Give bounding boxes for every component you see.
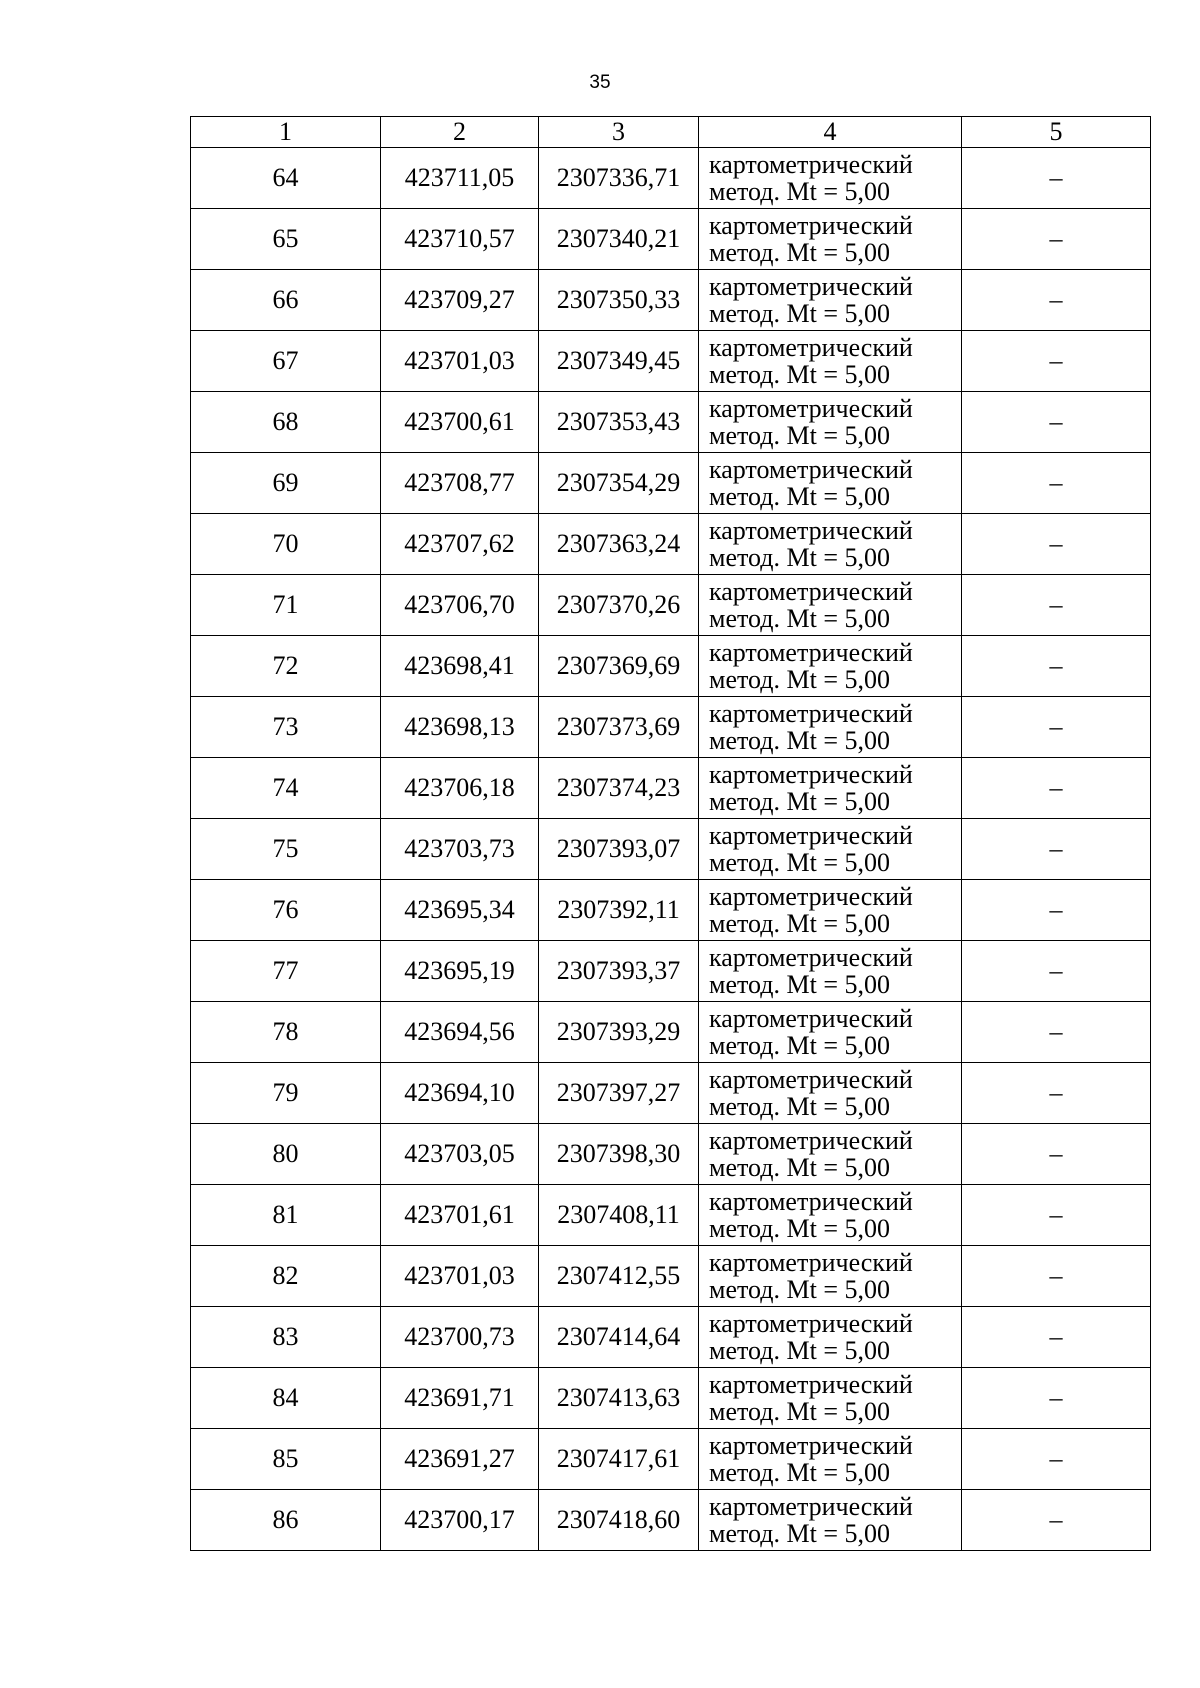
point-number-cell: 64: [191, 148, 381, 209]
point-number-cell: 81: [191, 1185, 381, 1246]
method-cell: [699, 392, 962, 453]
method-cell: [699, 1307, 962, 1368]
note-cell: –: [962, 1307, 1151, 1368]
table-row: [191, 819, 1151, 880]
method-line-1: картометрический: [709, 1431, 913, 1460]
note-cell: –: [962, 758, 1151, 819]
method-line-1: картометрический: [709, 943, 913, 972]
point-number-cell: 86: [191, 1490, 381, 1551]
method-line-2: метод. Mt = 5,00: [709, 970, 890, 999]
y-coordinate-cell: 2307397,27: [539, 1063, 699, 1124]
page-number: 35: [589, 72, 611, 93]
table-row: [191, 1063, 1151, 1124]
x-coordinate-cell: 423708,77: [381, 453, 539, 514]
x-coordinate-cell: 423700,73: [381, 1307, 539, 1368]
note-cell: –: [962, 209, 1151, 270]
method-cell: [699, 941, 962, 1002]
point-number-cell: 69: [191, 453, 381, 514]
note-cell: –: [962, 1124, 1151, 1185]
method-cell: [699, 758, 962, 819]
x-coordinate-cell: 423695,19: [381, 941, 539, 1002]
method-line-2: метод. Mt = 5,00: [709, 787, 890, 816]
method-line-1: картометрический: [709, 1004, 913, 1033]
point-number-cell: 70: [191, 514, 381, 575]
method-line-2: метод. Mt = 5,00: [709, 604, 890, 633]
x-coordinate-cell: 423701,03: [381, 331, 539, 392]
y-coordinate-cell: 2307354,29: [539, 453, 699, 514]
method-line-1: картометрический: [709, 516, 913, 545]
method-line-1: картометрический: [709, 1187, 913, 1216]
y-coordinate-cell: 2307350,33: [539, 270, 699, 331]
x-coordinate-cell: 423711,05: [381, 148, 539, 209]
point-number-cell: 67: [191, 331, 381, 392]
y-coordinate-cell: 2307393,37: [539, 941, 699, 1002]
method-line-2: метод. Mt = 5,00: [709, 421, 890, 450]
note-cell: –: [962, 941, 1151, 1002]
method-line-2: метод. Mt = 5,00: [709, 1153, 890, 1182]
method-cell: [699, 1246, 962, 1307]
method-line-2: метод. Mt = 5,00: [709, 1397, 890, 1426]
y-coordinate-cell: 2307408,11: [539, 1185, 699, 1246]
point-number-cell: 71: [191, 575, 381, 636]
method-line-2: метод. Mt = 5,00: [709, 726, 890, 755]
method-line-1: картометрический: [709, 760, 913, 789]
note-cell: –: [962, 575, 1151, 636]
x-coordinate-cell: 423706,18: [381, 758, 539, 819]
table-row: [191, 453, 1151, 514]
table-row: [191, 880, 1151, 941]
method-line-2: метод. Mt = 5,00: [709, 665, 890, 694]
method-line-2: метод. Mt = 5,00: [709, 1458, 890, 1487]
method-cell: [699, 636, 962, 697]
y-coordinate-cell: 2307374,23: [539, 758, 699, 819]
point-number-cell: 79: [191, 1063, 381, 1124]
method-line-2: метод. Mt = 5,00: [709, 1336, 890, 1365]
y-coordinate-cell: 2307363,24: [539, 514, 699, 575]
point-number-cell: 80: [191, 1124, 381, 1185]
method-line-2: метод. Mt = 5,00: [709, 1275, 890, 1304]
method-line-1: картометрический: [709, 1126, 913, 1155]
column-header: 3: [539, 117, 699, 148]
x-coordinate-cell: 423691,27: [381, 1429, 539, 1490]
y-coordinate-cell: 2307373,69: [539, 697, 699, 758]
column-header: 2: [381, 117, 539, 148]
column-header: 4: [699, 117, 962, 148]
x-coordinate-cell: 423706,70: [381, 575, 539, 636]
table-row: [191, 209, 1151, 270]
method-line-2: метод. Mt = 5,00: [709, 299, 890, 328]
x-coordinate-cell: 423703,73: [381, 819, 539, 880]
table-row: [191, 1307, 1151, 1368]
method-line-2: метод. Mt = 5,00: [709, 482, 890, 511]
coordinates-table: [190, 116, 1151, 1551]
method-cell: [699, 148, 962, 209]
note-cell: –: [962, 1063, 1151, 1124]
method-line-1: картометрический: [709, 1309, 913, 1338]
method-line-2: метод. Mt = 5,00: [709, 1092, 890, 1121]
method-cell: [699, 1124, 962, 1185]
method-line-1: картометрический: [709, 394, 913, 423]
x-coordinate-cell: 423703,05: [381, 1124, 539, 1185]
table-row: [191, 697, 1151, 758]
point-number-cell: 82: [191, 1246, 381, 1307]
method-cell: [699, 270, 962, 331]
x-coordinate-cell: 423700,61: [381, 392, 539, 453]
table-header-row: [191, 117, 1151, 148]
note-cell: –: [962, 1490, 1151, 1551]
method-cell: [699, 1185, 962, 1246]
y-coordinate-cell: 2307413,63: [539, 1368, 699, 1429]
point-number-cell: 83: [191, 1307, 381, 1368]
table-row: [191, 392, 1151, 453]
method-cell: [699, 209, 962, 270]
table-row: [191, 1490, 1151, 1551]
table-row: [191, 1002, 1151, 1063]
table-row: [191, 148, 1151, 209]
column-header: 5: [962, 117, 1151, 148]
table-row: [191, 1246, 1151, 1307]
note-cell: –: [962, 148, 1151, 209]
y-coordinate-cell: 2307340,21: [539, 209, 699, 270]
table-row: [191, 941, 1151, 1002]
y-coordinate-cell: 2307417,61: [539, 1429, 699, 1490]
method-line-1: картометрический: [709, 1248, 913, 1277]
x-coordinate-cell: 423694,56: [381, 1002, 539, 1063]
note-cell: –: [962, 1429, 1151, 1490]
x-coordinate-cell: 423698,41: [381, 636, 539, 697]
x-coordinate-cell: 423691,71: [381, 1368, 539, 1429]
table-row: [191, 270, 1151, 331]
y-coordinate-cell: 2307349,45: [539, 331, 699, 392]
x-coordinate-cell: 423698,13: [381, 697, 539, 758]
method-line-2: метод. Mt = 5,00: [709, 238, 890, 267]
method-line-2: метод. Mt = 5,00: [709, 1519, 890, 1548]
y-coordinate-cell: 2307353,43: [539, 392, 699, 453]
table-row: [191, 636, 1151, 697]
method-line-1: картометрический: [709, 455, 913, 484]
y-coordinate-cell: 2307412,55: [539, 1246, 699, 1307]
method-cell: [699, 453, 962, 514]
method-line-1: картометрический: [709, 272, 913, 301]
table-row: [191, 1429, 1151, 1490]
point-number-cell: 65: [191, 209, 381, 270]
method-line-2: метод. Mt = 5,00: [709, 543, 890, 572]
note-cell: –: [962, 331, 1151, 392]
note-cell: –: [962, 270, 1151, 331]
y-coordinate-cell: 2307369,69: [539, 636, 699, 697]
method-cell: [699, 697, 962, 758]
point-number-cell: 72: [191, 636, 381, 697]
method-line-1: картометрический: [709, 150, 913, 179]
y-coordinate-cell: 2307393,29: [539, 1002, 699, 1063]
note-cell: –: [962, 514, 1151, 575]
note-cell: –: [962, 1246, 1151, 1307]
note-cell: –: [962, 819, 1151, 880]
note-cell: –: [962, 453, 1151, 514]
table-row: [191, 331, 1151, 392]
y-coordinate-cell: 2307392,11: [539, 880, 699, 941]
table-row: [191, 514, 1151, 575]
y-coordinate-cell: 2307398,30: [539, 1124, 699, 1185]
method-cell: [699, 1368, 962, 1429]
point-number-cell: 66: [191, 270, 381, 331]
point-number-cell: 78: [191, 1002, 381, 1063]
x-coordinate-cell: 423701,61: [381, 1185, 539, 1246]
x-coordinate-cell: 423694,10: [381, 1063, 539, 1124]
x-coordinate-cell: 423695,34: [381, 880, 539, 941]
y-coordinate-cell: 2307393,07: [539, 819, 699, 880]
method-line-2: метод. Mt = 5,00: [709, 177, 890, 206]
x-coordinate-cell: 423710,57: [381, 209, 539, 270]
method-cell: [699, 1002, 962, 1063]
method-cell: [699, 819, 962, 880]
note-cell: –: [962, 1368, 1151, 1429]
x-coordinate-cell: 423707,62: [381, 514, 539, 575]
y-coordinate-cell: 2307414,64: [539, 1307, 699, 1368]
method-line-1: картометрический: [709, 577, 913, 606]
note-cell: –: [962, 697, 1151, 758]
method-cell: [699, 1429, 962, 1490]
note-cell: –: [962, 636, 1151, 697]
table-row: [191, 1368, 1151, 1429]
y-coordinate-cell: 2307336,71: [539, 148, 699, 209]
method-line-1: картометрический: [709, 1370, 913, 1399]
note-cell: –: [962, 392, 1151, 453]
method-cell: [699, 331, 962, 392]
x-coordinate-cell: 423700,17: [381, 1490, 539, 1551]
method-line-1: картометрический: [709, 211, 913, 240]
table-row: [191, 575, 1151, 636]
point-number-cell: 74: [191, 758, 381, 819]
x-coordinate-cell: 423709,27: [381, 270, 539, 331]
method-line-1: картометрический: [709, 333, 913, 362]
method-cell: [699, 575, 962, 636]
note-cell: –: [962, 1185, 1151, 1246]
method-line-1: картометрический: [709, 882, 913, 911]
method-line-1: картометрический: [709, 699, 913, 728]
method-line-2: метод. Mt = 5,00: [709, 1214, 890, 1243]
y-coordinate-cell: 2307418,60: [539, 1490, 699, 1551]
method-line-1: картометрический: [709, 638, 913, 667]
method-cell: [699, 880, 962, 941]
point-number-cell: 75: [191, 819, 381, 880]
point-number-cell: 84: [191, 1368, 381, 1429]
method-line-2: метод. Mt = 5,00: [709, 848, 890, 877]
method-cell: [699, 1063, 962, 1124]
point-number-cell: 68: [191, 392, 381, 453]
point-number-cell: 85: [191, 1429, 381, 1490]
table-body: [191, 148, 1151, 1551]
point-number-cell: 77: [191, 941, 381, 1002]
column-header: 1: [191, 117, 381, 148]
table-row: [191, 758, 1151, 819]
note-cell: –: [962, 1002, 1151, 1063]
point-number-cell: 73: [191, 697, 381, 758]
method-line-2: метод. Mt = 5,00: [709, 1031, 890, 1060]
point-number-cell: 76: [191, 880, 381, 941]
method-line-1: картометрический: [709, 1065, 913, 1094]
method-line-2: метод. Mt = 5,00: [709, 909, 890, 938]
method-cell: [699, 1490, 962, 1551]
method-line-2: метод. Mt = 5,00: [709, 360, 890, 389]
x-coordinate-cell: 423701,03: [381, 1246, 539, 1307]
table-row: [191, 1124, 1151, 1185]
method-cell: [699, 514, 962, 575]
table-row: [191, 1185, 1151, 1246]
y-coordinate-cell: 2307370,26: [539, 575, 699, 636]
method-line-1: картометрический: [709, 821, 913, 850]
note-cell: –: [962, 880, 1151, 941]
method-line-1: картометрический: [709, 1492, 913, 1521]
